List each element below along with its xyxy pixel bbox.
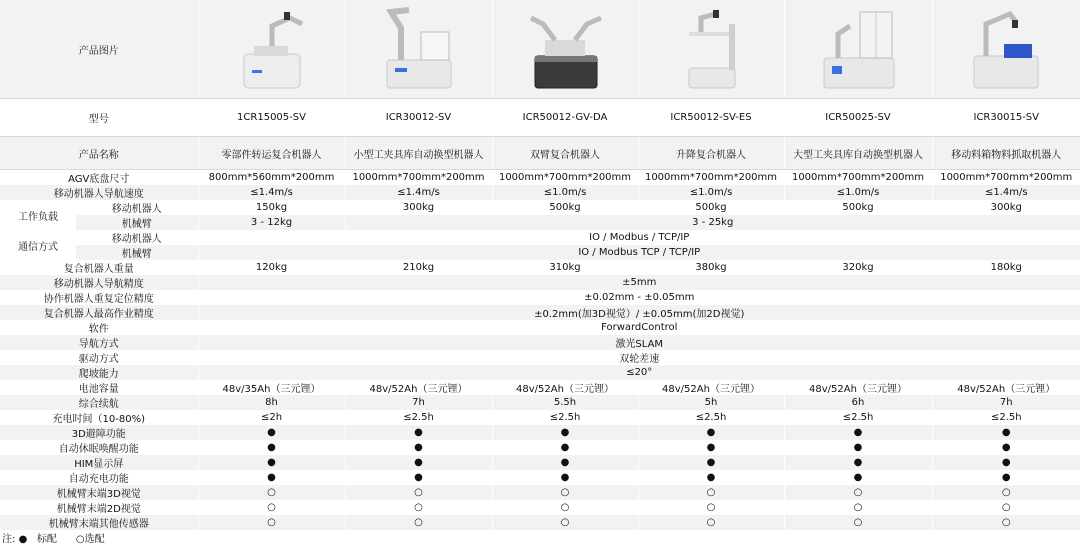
model-row bbox=[0, 99, 1080, 137]
battery-cell: 48v/52Ah（三元锂） bbox=[638, 380, 784, 395]
arm3d-row bbox=[0, 485, 1080, 500]
software-value: ForwardControl bbox=[198, 320, 1080, 335]
product-image-4 bbox=[638, 0, 784, 99]
standard-dot: ● bbox=[345, 470, 492, 485]
optional-circle: ○ bbox=[198, 485, 345, 500]
payload-arm-label: 机械臂 bbox=[76, 215, 198, 230]
fcharge-row bbox=[0, 470, 1080, 485]
standard-dot: ● bbox=[198, 455, 345, 470]
name-cell: 大型工夹具库自动换型机器人 bbox=[784, 137, 932, 170]
standard-dot: ● bbox=[345, 425, 492, 440]
charge-cell: ≤2.5h bbox=[492, 410, 638, 425]
drive-row bbox=[0, 350, 1080, 365]
fhim-label: HIM显示屏 bbox=[0, 455, 198, 470]
battery-row bbox=[0, 380, 1080, 395]
optional-circle: ○ bbox=[784, 500, 932, 515]
agv-size-cell: 1000mm*700mm*200mm bbox=[638, 170, 784, 186]
payload-mobile-cell: 500kg bbox=[784, 200, 932, 215]
product-image-5 bbox=[784, 0, 932, 99]
standard-dot: ● bbox=[198, 425, 345, 440]
endurance-cell: 5.5h bbox=[492, 395, 638, 410]
product-image-1 bbox=[198, 0, 345, 99]
optional-circle: ○ bbox=[492, 500, 638, 515]
model-cell: 1CR15005-SV bbox=[198, 99, 345, 137]
comm-arm-row bbox=[0, 245, 1080, 260]
agv-size-cell: 1000mm*700mm*200mm bbox=[492, 170, 638, 186]
weight-cell: 210kg bbox=[345, 260, 492, 275]
standard-dot: ● bbox=[638, 455, 784, 470]
optional-symbol: ○ bbox=[75, 534, 85, 545]
payload-mobile-cell: 500kg bbox=[638, 200, 784, 215]
optional-circle: ○ bbox=[932, 485, 1080, 500]
max-acc-label: 复合机器人最高作业精度 bbox=[0, 305, 198, 320]
weight-cell: 320kg bbox=[784, 260, 932, 275]
agv-size-row bbox=[0, 170, 1080, 186]
arm-payload-a: 3 - 12kg bbox=[198, 215, 345, 230]
comm-mobile-value: IO / Modbus / TCP/IP bbox=[198, 230, 1080, 245]
arm2d-label: 机械臂末端2D视觉 bbox=[56, 504, 141, 515]
name-label: 产品名称 bbox=[0, 137, 198, 170]
charge-row bbox=[0, 410, 1080, 425]
agv-size-cell: 1000mm*700mm*200mm bbox=[345, 170, 492, 186]
agv-size-cell: 1000mm*700mm*200mm bbox=[784, 170, 932, 186]
arm-repeat-row bbox=[0, 290, 1080, 305]
standard-dot: ● bbox=[932, 470, 1080, 485]
charge-cell: ≤2.5h bbox=[784, 410, 932, 425]
payload-arm-row bbox=[0, 215, 1080, 230]
optional-circle: ○ bbox=[932, 500, 1080, 515]
standard-dot: ● bbox=[345, 440, 492, 455]
product-image-6 bbox=[932, 0, 1080, 99]
payload-mobile-row bbox=[0, 200, 1080, 215]
optional-circle: ○ bbox=[492, 485, 638, 500]
standard-dot: ● bbox=[932, 440, 1080, 455]
model-label: 型号 bbox=[0, 99, 198, 137]
standard-dot: ● bbox=[492, 425, 638, 440]
arm2d-row bbox=[0, 500, 1080, 515]
agv-size-label: AGV底盘尺寸 bbox=[68, 174, 130, 185]
agv-size-cell: 1000mm*700mm*200mm bbox=[932, 170, 1080, 186]
max-acc-value: ±0.2mm(加3D视觉）/ ±0.05mm(加2D视觉) bbox=[198, 305, 1080, 320]
weight-cell: 180kg bbox=[932, 260, 1080, 275]
nav-speed-cell: ≤1.4m/s bbox=[932, 185, 1080, 200]
optional-circle: ○ bbox=[345, 485, 492, 500]
nav-speed-cell: ≤1.0m/s bbox=[492, 185, 638, 200]
battery-cell: 48v/52Ah（三元锂） bbox=[345, 380, 492, 395]
optional-label: 选配 bbox=[84, 534, 105, 545]
battery-label: 电池容量 bbox=[78, 384, 119, 395]
legend-note bbox=[0, 530, 1080, 545]
max-acc-row bbox=[0, 305, 1080, 320]
image-label: 产品图片 bbox=[0, 0, 198, 99]
optional-circle: ○ bbox=[932, 515, 1080, 530]
name-cell: 移动料箱物料抓取机器人 bbox=[932, 137, 1080, 170]
charge-label: 充电时间（10-80%) bbox=[52, 414, 145, 425]
nav-acc-row bbox=[0, 275, 1080, 290]
endurance-label: 综合续航 bbox=[0, 395, 198, 410]
payload-mobile-label: 移动机器人 bbox=[111, 204, 162, 215]
name-row bbox=[0, 137, 1080, 170]
standard-dot: ● bbox=[345, 455, 492, 470]
standard-dot: ● bbox=[492, 455, 638, 470]
standard-dot: ● bbox=[784, 470, 932, 485]
charge-cell: ≤2.5h bbox=[932, 410, 1080, 425]
nav-speed-cell: ≤1.0m/s bbox=[784, 185, 932, 200]
battery-cell: 48v/52Ah（三元锂） bbox=[492, 380, 638, 395]
nav-mode-label: 导航方式 bbox=[0, 335, 198, 350]
weight-label: 复合机器人重量 bbox=[63, 264, 134, 275]
weight-cell: 120kg bbox=[198, 260, 345, 275]
endurance-cell: 6h bbox=[784, 395, 932, 410]
nav-mode-value: 激光SLAM bbox=[198, 335, 1080, 350]
arm-repeat-value: ±0.02mm - ±0.05mm bbox=[198, 290, 1080, 305]
comm-arm-value: IO / Modbus TCP / TCP/IP bbox=[198, 245, 1080, 260]
payload-mobile-cell: 150kg bbox=[198, 200, 345, 215]
arm-payload-b: 3 - 25kg bbox=[345, 215, 1080, 230]
payload-mobile-cell: 300kg bbox=[932, 200, 1080, 215]
comm-mobile-label: 移动机器人 bbox=[111, 234, 162, 245]
nav-speed-row bbox=[0, 185, 1080, 200]
legend-row bbox=[0, 530, 1080, 545]
optional-circle: ○ bbox=[638, 515, 784, 530]
model-cell: ICR50025-SV bbox=[784, 99, 932, 137]
nav-mode-row bbox=[0, 335, 1080, 350]
model-cell: ICR30015-SV bbox=[932, 99, 1080, 137]
name-cell: 双臂复合机器人 bbox=[492, 137, 638, 170]
endurance-cell: 8h bbox=[198, 395, 345, 410]
comm-label: 通信方式 bbox=[18, 241, 58, 253]
name-cell: 升降复合机器人 bbox=[638, 137, 784, 170]
drive-value: 双轮差速 bbox=[198, 350, 1080, 365]
optional-circle: ○ bbox=[492, 515, 638, 530]
optional-circle: ○ bbox=[638, 500, 784, 515]
name-cell: 零部件转运复合机器人 bbox=[198, 137, 345, 170]
weight-row bbox=[0, 260, 1080, 275]
optional-circle: ○ bbox=[198, 500, 345, 515]
endurance-row bbox=[0, 395, 1080, 410]
image-row bbox=[0, 0, 1080, 99]
standard-dot: ● bbox=[198, 470, 345, 485]
charge-cell: ≤2.5h bbox=[638, 410, 784, 425]
battery-cell: 48v/35Ah（三元锂） bbox=[198, 380, 345, 395]
note-prefix: 注: bbox=[2, 534, 16, 545]
optional-circle: ○ bbox=[638, 485, 784, 500]
fsleep-row bbox=[0, 440, 1080, 455]
standard-dot: ● bbox=[492, 470, 638, 485]
battery-cell: 48v/52Ah（三元锂） bbox=[932, 380, 1080, 395]
fcharge-label: 自动充电功能 bbox=[68, 474, 129, 485]
optional-circle: ○ bbox=[345, 500, 492, 515]
name-cell: 小型工夹具库自动换型机器人 bbox=[345, 137, 492, 170]
model-cell: ICR50012-SV-ES bbox=[638, 99, 784, 137]
standard-dot: ● bbox=[932, 425, 1080, 440]
nav-acc-value: ±5mm bbox=[198, 275, 1080, 290]
standard-dot: ● bbox=[492, 440, 638, 455]
software-label: 软件 bbox=[88, 324, 109, 335]
armother-row bbox=[0, 515, 1080, 530]
endurance-cell: 7h bbox=[932, 395, 1080, 410]
standard-dot: ● bbox=[932, 455, 1080, 470]
battery-cell: 48v/52Ah（三元锂） bbox=[784, 380, 932, 395]
standard-dot: ● bbox=[198, 440, 345, 455]
payload-label: 工作负载 bbox=[18, 211, 58, 223]
payload-mobile-cell: 300kg bbox=[345, 200, 492, 215]
comm-mobile-row bbox=[0, 230, 1080, 245]
endurance-cell: 5h bbox=[638, 395, 784, 410]
weight-cell: 380kg bbox=[638, 260, 784, 275]
software-row bbox=[0, 320, 1080, 335]
optional-circle: ○ bbox=[198, 515, 345, 530]
agv-size-cell: 800mm*560mm*200mm bbox=[198, 170, 345, 186]
fhim-row bbox=[0, 455, 1080, 470]
charge-cell: ≤2h bbox=[198, 410, 345, 425]
nav-speed-label: 移动机器人导航速度 bbox=[0, 185, 198, 200]
f3d-row bbox=[0, 425, 1080, 440]
fsleep-label: 自动休眠唤醒功能 bbox=[58, 444, 139, 455]
standard-dot: ● bbox=[784, 425, 932, 440]
climb-row bbox=[0, 365, 1080, 380]
nav-speed-cell: ≤1.4m/s bbox=[198, 185, 345, 200]
climb-value: ≤20° bbox=[198, 365, 1080, 380]
arm-repeat-label: 协作机器人重复定位精度 bbox=[43, 294, 154, 305]
payload-mobile-cell: 500kg bbox=[492, 200, 638, 215]
standard-dot: ● bbox=[638, 440, 784, 455]
model-cell: ICR30012-SV bbox=[345, 99, 492, 137]
product-image-3 bbox=[492, 0, 638, 99]
f3d-label: 3D避障功能 bbox=[0, 425, 198, 440]
armother-label: 机械臂末端其他传感器 bbox=[0, 515, 198, 530]
standard-dot: ● bbox=[784, 440, 932, 455]
nav-speed-cell: ≤1.4m/s bbox=[345, 185, 492, 200]
standard-dot: ● bbox=[638, 425, 784, 440]
nav-speed-cell: ≤1.0m/s bbox=[638, 185, 784, 200]
drive-label: 驱动方式 bbox=[78, 354, 119, 365]
arm3d-label: 机械臂末端3D视觉 bbox=[0, 485, 198, 500]
product-image-2 bbox=[345, 0, 492, 99]
charge-cell: ≤2.5h bbox=[345, 410, 492, 425]
endurance-cell: 7h bbox=[345, 395, 492, 410]
standard-dot: ● bbox=[638, 470, 784, 485]
standard-label: 标配 bbox=[36, 534, 57, 545]
climb-label: 爬坡能力 bbox=[0, 365, 198, 380]
standard-symbol: ● bbox=[18, 534, 28, 545]
optional-circle: ○ bbox=[784, 515, 932, 530]
nav-acc-label: 移动机器人导航精度 bbox=[0, 275, 198, 290]
comm-arm-label: 机械臂 bbox=[76, 245, 198, 260]
model-cell: ICR50012-GV-DA bbox=[492, 99, 638, 137]
weight-cell: 310kg bbox=[492, 260, 638, 275]
optional-circle: ○ bbox=[345, 515, 492, 530]
standard-dot: ● bbox=[784, 455, 932, 470]
optional-circle: ○ bbox=[784, 485, 932, 500]
